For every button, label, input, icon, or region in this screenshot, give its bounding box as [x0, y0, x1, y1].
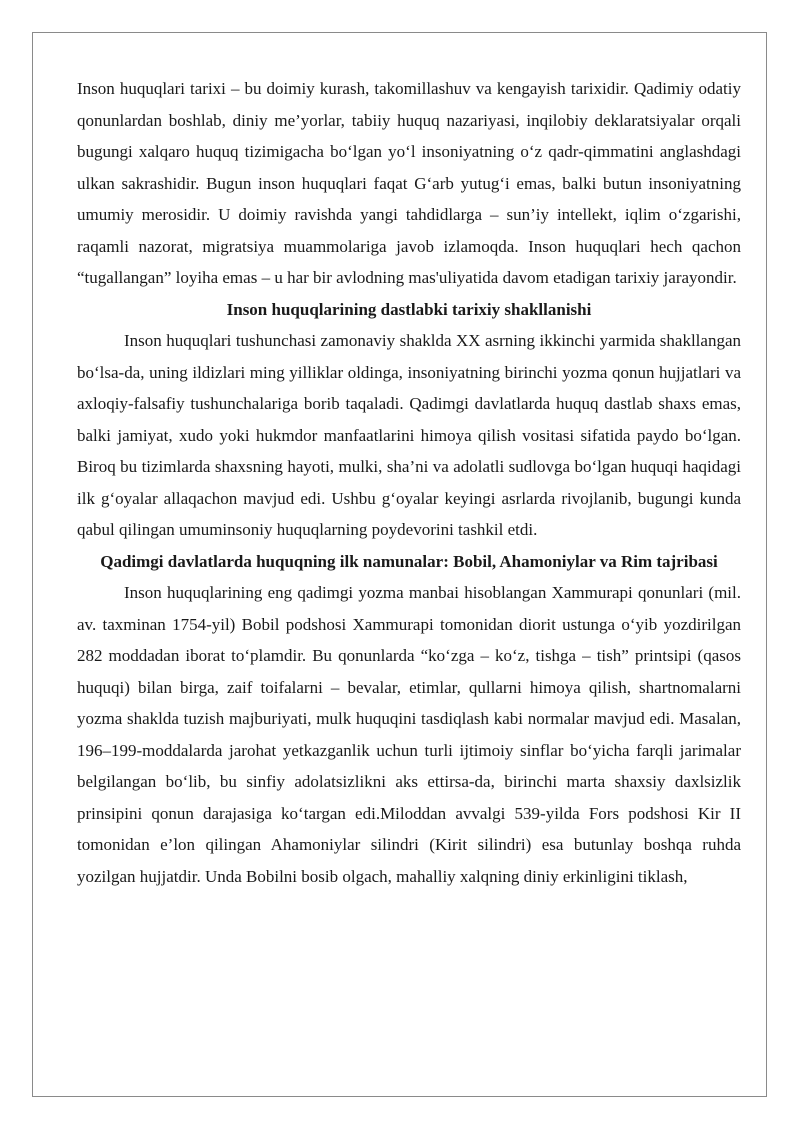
section-heading-ancient-states: Qadimgi davlatlarda huquqning ilk namunalar: Bobil, Ahamoniylar va Rim tajribasi	[100, 551, 718, 571]
document-body	[77, 73, 741, 892]
early-history-paragraph: Inson huquqlari tushunchasi zamonaviy shaklda XX asrning ikkinchi yarmida shakllangan bo‘lsa-da, uning ildizlari ming yilliklar oldinga, insoniyatning birinchi yozma qonun hujjatlari va axloqiy-falsafiy tushunchalariga borib taqaladi. Qadimgi davlatlarda huquq dastlab shaxs emas, balki jamiyat, xudo yoki hukmdor manfaatlarini himoya qilish vositasi sifatida paydo bo‘lgan. Biroq bu tizimlarda shaxsning hayoti, mulki, sha’ni va adolatli sudlovga bo‘lgan huquqi haqidagi ilk g‘oyalar allaqachon mavjud edi. Ushbu g‘oyalar keyingi asrlarda rivojlanib, bugungi kunda qabul qilingan umuminsoniy huquqlarning poydevorini tashkil etdi.	[77, 331, 741, 539]
intro-paragraph: Inson huquqlari tarixi – bu doimiy kurash, takomillashuv va kengayish tarixidir. Qadimiy odatiy qonunlardan boshlab, diniy me’yorlar, tabiiy huquq nazariyasi, inqilobiy deklaratsiyalar orqali bugungi xalqaro huquq tizimigacha bo‘lgan yo‘l insoniyatning o‘z qadr-qimmatini anglashdagi ulkan sakrashidir. Bugun inson huquqlari faqat G‘arb yutug‘i emas, balki butun insoniyatning umumiy merosidir. U doimiy ravishda yangi tahdidlarga – sun’iy intellekt, iqlim o‘zgarishi, raqamli nazorat, migratsiya muammolariga javob izlamoqda. Inson huquqlari hech qachon “tugallangan” loyiha emas – u har bir avlodning mas'uliyatida davom etadigan tarixiy jarayondir.	[77, 79, 741, 287]
ancient-states-paragraph: Inson huquqlarining eng qadimgi yozma manbai hisoblangan Xammurapi qonunlari (mil. av. taxminan 1754-yil) Bobil podshosi Xammurapi tomonidan diorit ustunga o‘yib yozdirilgan 282 moddadan iborat to‘plamdir. Bu qonunlarda “ko‘zga – ko‘z, tishga – tish” printsipi (qasos huquqi) bilan birga, zaif toifalarni – bevalar, etimlar, qullarni himoya qilish, shartnomalarni yozma shaklda tuzish majburiyati, mulk huquqini tasdiqlash kabi normalar mavjud edi. Masalan, 196–199-moddalarda jarohat yetkazganlik uchun turli ijtimoiy sinflar bo‘yicha farqli jarimalar belgilangan bo‘lib, bu sinfiy adolatsizlikni aks ettirsa-da, birinchi marta shaxsiy daxlsizlik prinsipini qonun darajasiga ko‘targan edi.Miloddan avvalgi 539-yilda Fors podshosi Kir II tomonidan e’lon qilingan Ahamoniylar silindri (Kirit silindri) esa butunlay boshqa ruhda yozilgan hujjatdir. Unda Bobilni bosib olgach, mahalliy xalqning diniy erkinligini tiklash,	[77, 583, 741, 886]
section-heading-early-history: Inson huquqlarining dastlabki tarixiy shakllanishi	[226, 299, 592, 319]
